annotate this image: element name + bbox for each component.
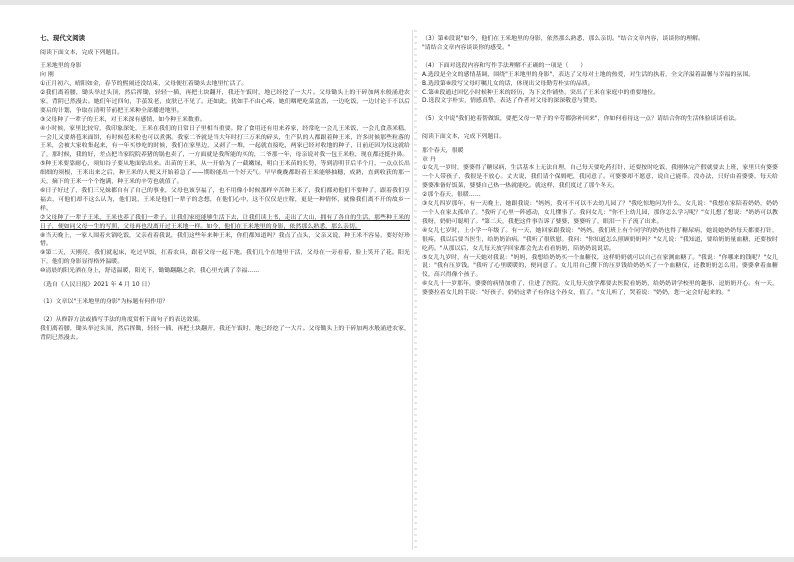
paragraph-2: ②我们离着腰，锄头举过头顶，然后挥锄，轻轻一插，再把土块翻开，我还午饭时，地已经挖了一大片。父母锄头上的干碎加两水般涌进农家，背阴已然漫去。她们年过四旬，手茧发老，皮肤已不见了。还如此，犹如手不由心疼，她们咽吧吃菜盒盖，一边吃饭，一边讨论干不以后要启的计划，争取在清明节前把王米种全部播进地里。 [40, 90, 410, 114]
paragraph-7: ⑦父母种了一辈子王米，王米也养了我们一辈子。让我们家庭能够生活下去，让我们读上书，走出了大山，拥有了各自的生活，那些种王米的日子，便如同父母一生的写照，父母再也没离开过王米地一样。如今，他们在王米地里的身影，依然那么熟悉，那么亲切。 [40, 214, 410, 230]
question-3: （3）第⑥段说"如今，他们在王米地里的身影，依然那么熟悉，那么亲切。"结合文章内容，谈谈你的理解。 [422, 36, 704, 42]
article-2-paragraph-2: ②那个春天，很暖…… [422, 192, 481, 199]
article-2-author: 章 丹 [422, 156, 436, 163]
article-2-paragraph-4: ④女儿七岁时，上小学一年级了。有一天，她回家跟我说："妈妈，我们班上有个同学的奶奶也得了糖尿病，她说她奶奶每天都要打针，很疼，我以后要当医生，给奶奶治病。"我听了很欣慰。我问："你知道怎么照顾奶奶吗？"女儿说："我知道，要给奶奶量血糖，还要按时吃药。"从那以后，女儿每天放学回家都会先去看看奶奶，陪奶奶说说话。 [422, 227, 778, 252]
article-2-paragraph-5: ⑤女儿九岁时，有一天她对我说："妈妈，我想给奶奶买一个血糖仪，这样奶奶就可以自己在家测血糖了。"我说："你哪来的钱呢？"女儿说："我有压岁钱。"我听了心里暖暖的，便同意了。女儿用自己攒下的压岁钱给奶奶买了一个血糖仪，还教奶奶怎么用。婆婆拿着血糖仪，高兴得像个孩子。 [422, 254, 778, 279]
question-4-option-a: A.选段是全文的感情基调，围绕"王米地里的身影"，表达了父母对土地的热爱，对生活的执着，全文洋溢着温馨与幸福的氛围。 [422, 71, 755, 78]
article-2-title: 那个春天，很暖 [422, 147, 464, 154]
paragraph-6: ⑥日子好过了，我们三兄妹都自有了自己的事业，父母也该享福了，也不用像小时候那样辛苦种王米了，我们都劝他们不要种了，跟着我们享福去，可他们却不这么认为，他们说，王米是他们一辈子的念想，在他们心中，这不仅仅是庄稼，更是一种情怀，就像我们离不开的故乡一样。 [40, 188, 410, 212]
reading-instruction-2: 阅读下面文本，完成下列题目。 [422, 134, 506, 141]
paragraph-1: ①正月初六，晴阳如金，春节的熙闹还没结束，父母便扛着锄头去地里忙活了。 [40, 81, 248, 88]
paragraph-3: ③父母种了一辈子的王米，对王米深有感情，如今种王米数重。 [40, 116, 206, 123]
question-4-option-b: B.选段第⑧段写父母叮嘱儿女的话，体现出父母勤劳朴实的品质。 [422, 80, 594, 87]
paragraph-9: ⑨第二天，天刚亮，我们就起床，吃过早饭，扛着农具，跟着父母一起下地。我们几个在地里干活，父母在一旁看着，脸上笑开了花。阳光下，他们的身影显得格外温暖。 [40, 250, 410, 266]
article-author: 向 刚 [40, 72, 54, 79]
article-2-paragraph-6: ⑥女儿十一岁那年，婆婆的病情加重了，住进了医院。女儿每天放学都要去医院看奶奶，给奶奶讲学校里的趣事，逗奶奶开心。有一天，婆婆拉着女儿的手说："好孩子，奶奶这辈子有你这个孙女，值了。"女儿听了，哭着说："奶奶，您一定会好起来的。" [422, 281, 778, 297]
left-column [40, 0, 410, 562]
question-4-option-d: D.选段文字朴实，情感真挚，表达了作者对父母的深深敬意与赞美。 [422, 98, 601, 105]
article-source: （选自《人民日报》2021 年 4 月 10 日） [40, 281, 154, 288]
column-gutter-shadow [414, 30, 417, 550]
question-4-option-c: C.第④段通过回忆小时候种王米的经历，为下文作铺垫，突出了王米在家庭中的重要地位。 [422, 89, 660, 96]
question-5: （5）文中说"我们抢着帮做饭，要把父母一辈子的辛劳都弥补回来"，你如何看待这一点？请结合你的生活体验谈谈看法。 [422, 116, 741, 123]
question-3-extra: "请结合文章内容谈谈你的感受。" [422, 44, 511, 51]
column-divider [412, 30, 413, 550]
article-title: 王米地里的身影 [40, 63, 82, 70]
paragraph-5: ⑤种王米要靠耐心，须知谷子要从地面钻出来。出苗的王米，从一开始为了一截嫩绿，明白王米苗的长势，等到清明节后半个月，一点点长出细细的须根，王米出来之后，种王米的人便又开始着急了——期盼能出一个好天气。早早晚晚都盼着王米能够抽穗，成熟，直到收获的那一天，摘下的王米一个个饱满，种王米的辛劳也就值了。 [40, 161, 410, 186]
question-1: （1）文章以"王米地里的身影"为标题有何作用？ [40, 299, 169, 306]
right-column [422, 0, 778, 562]
article-2-paragraph-3: ③女儿四岁那年，有一天晚上，她跟我说："妈妈，我可不可以不去幼儿园了？"我吃惊地问为什么，女儿说："我想在家陪着奶奶，奶奶一个人在家太孤单了。"我听了心里一阵感动，女儿懂事了。我问女儿："你不上幼儿园，那你怎么学习呢？"女儿想了想说："奶奶可以教我呀，奶奶可聪明了。"第二天，我把这件事告诉了婆婆，婆婆听了，眼泪一下子流了出来。 [422, 201, 778, 225]
reading-instruction: 阅读下面文本，完成下列题目。 [40, 49, 124, 56]
article-2-paragraph-1: ①女儿一岁时，婆婆得了糖尿病，生活基本上无法自理，自己每天要吃药打针，还要按时吃饭，我刚休完产假就要去上班，家里只有婆婆一个人带孩子，我很是不放心。丈夫说，我们请个保姆吧，我同意了。可婆婆却不愿意，说自己能带。没办法，只好由着婆婆，每天给婆婆准备好饭菜，婆婆自己热一热就能吃。就这样，我们度过了那个冬天。 [422, 165, 778, 190]
paragraph-10: ⑩清晨的阳光洒在身上，舒适温暖，阳光下，锄锄翻翻之余，我心里充满了幸福…… [40, 268, 260, 275]
question-4-prompt: （4）下面对选段内容和写作手法理解不正确的一项是（ ） [422, 62, 587, 69]
paragraph-4: ④小时候，家里比较穷，我印象深处，王米在我们的日常日子里相当重要。除了食用还有用来养家，经常吃一会儿王米饭，一会儿食蒸米糕，一会儿又要烙苞米面饼，有时候苞米粒也可以煮粥。我家二爷就是当大年时打三万米的碎头，生产队的人都跟着种王米，许多时候那些粒落的王米，会被大家收集起来，有一年买炒吃的时候，我们在家里边，又剥了一堆，一起就直接吃，两家已经对收地的种子，日前还因为仪这就给了，那时候，我的好，差点把当家院院养猪的锅也卖了，一方面就是我所能的买的，二爷那一年，母亲说对我一包王米粒，现在都还挺扑鼻。 [40, 125, 410, 159]
section-heading: 七、现代文阅读 [40, 34, 86, 42]
question-2-prompt: （2）从修辞方法或描写手法的角度赏析下面句子的表达效果。 [40, 317, 205, 324]
question-2-quote: 我们离着腰，锄头举过头顶，然后挥锄，轻轻一插，再把土块翻开，我还午饭时，地已经挖了一大片。父母锄头上的干碎加两水般涌进农家，背阴已然漫去。 [40, 326, 410, 342]
paragraph-8: ⑧当天晚上，一家人围着火锅吃饭，父亲看着我说，我们这些年来种王米，你们都知道吗？我点了点头，父亲又说，种王米不容易，要好好珍惜。 [40, 232, 410, 248]
